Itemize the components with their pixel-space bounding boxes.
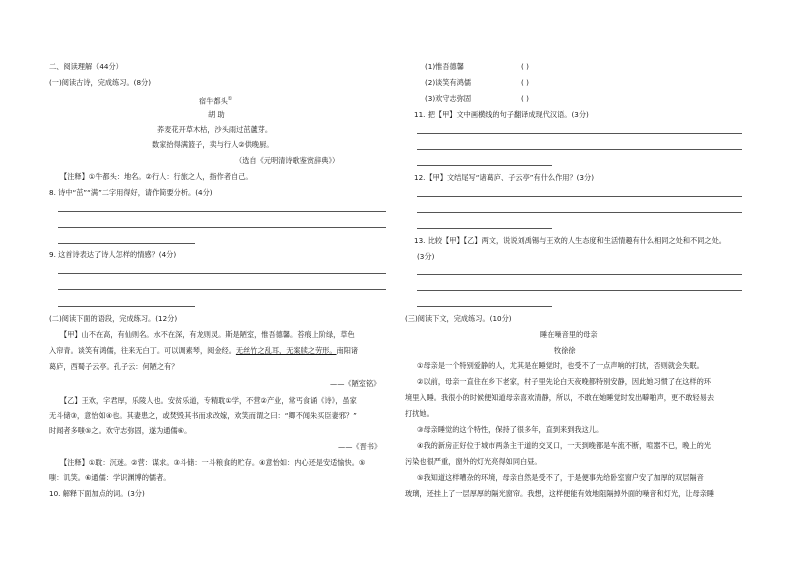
answer-line	[417, 149, 742, 150]
answer-line	[58, 306, 195, 307]
paragraph-2-line-2: 境里入睡。我很小的时候便知道母亲喜欢清静，所以，不敢在她睡觉时发出噼啪声，更不敢轻易去	[405, 393, 715, 402]
answer-line	[58, 211, 386, 212]
answer-line	[417, 290, 742, 291]
jia-line-1: 【甲】山不在高，有仙则名。水不在深，有龙则灵。斯是陋室，惟吾德馨。苔痕上阶绿，草色	[60, 330, 355, 339]
paragraph-5-line-1: ⑤我知道这样嘈杂的环境，母亲自然是受不了，于是便事先给卧室窗户安了加厚的双层隔音	[417, 473, 704, 482]
answer-line	[58, 273, 386, 274]
article-author: 牧徐徐	[554, 346, 576, 355]
question-13-line-1: 13. 比较【甲】【乙】两文，说说刘禹锡与王欢的人生态度和生活情趣有什么相同之处和不同之处。	[414, 236, 726, 245]
part1-title: (一)阅读古诗，完成练习。(8分)	[49, 78, 152, 87]
answer-line	[58, 243, 195, 244]
jia-line-3: 葛庐，西蜀子云亭。孔子云：何陋之有？	[49, 362, 179, 371]
yi-line-3: 时闻者多嗤⑤之。欢守志弥固，遂为通儒⑥。	[49, 426, 192, 435]
answer-line	[417, 133, 742, 134]
paragraph-2-line-1: ②以前，母亲一直住在乡下老家，村子里先论白天夜晚都特别安静，因此她习惯了在这样的环	[417, 377, 711, 386]
jia-line-2: 入帘青。谈笑有鸿儒，往来无白丁。可以调素琴，阅金经。无丝竹之乱耳，无案牍之劳形。南阳诸	[49, 346, 359, 355]
section-heading: 二、阅读理解（44分）	[49, 62, 123, 71]
yi-note-2: 嗤：讥笑。⑥通儒：学识渊博的儒者。	[49, 473, 171, 482]
answer-line	[58, 227, 386, 228]
yi-line-2: 无斗储③，意怡如④也。其妻患之，或焚毁其书而求改嫁，欢笑而谓之曰：“卿不闻朱买臣妻邪？”	[49, 411, 357, 420]
poem-line-2: 数家抬得满篮子，卖与行人②供晚厨。	[152, 140, 274, 149]
yi-line-1: 【乙】王欢，字君厚，乐陵人也。安贫乐道，专精耽①学，不营②产业，常丐食诵《诗》，虽家	[60, 396, 357, 405]
jia-source: ——《陋室铭》	[330, 379, 381, 388]
answer-line	[417, 274, 742, 275]
answer-line	[417, 212, 742, 213]
paragraph-1: ①母亲是一个特别爱静的人，尤其是在睡觉时，也受不了一点声响的打扰，否则就会失眠。	[417, 361, 704, 370]
poem-note: 【注释】①牛都头：地名。②行人：行旅之人，指作者自己。	[60, 172, 253, 181]
question-11: 11. 把【甲】文中画横线的句子翻译成现代汉语。(3分)	[414, 110, 589, 119]
question-10: 10. 解释下面加点的词。(3分)	[49, 489, 145, 498]
poem-title: 宿牛都头①	[199, 96, 233, 106]
paragraph-5-line-2: 玻璃，还挂上了一层厚厚的隔光窗帘。我想，这样便能有效地阻隔掉外面的噪音和灯光，让母亲睡	[405, 489, 715, 498]
question-13-line-2: (3分)	[417, 252, 435, 261]
yi-source: ——《晋书》	[338, 442, 382, 451]
q10-item-2: (2)谈笑有鸿儒 ( )	[425, 78, 529, 87]
answer-line	[417, 228, 552, 229]
answer-line	[417, 306, 552, 307]
paragraph-3: ③母亲睡觉的这个特性，保持了很多年，直到来到我这儿。	[417, 425, 604, 434]
jia-underlined-sentence: 无丝竹之乱耳，无案牍之劳形。	[235, 346, 337, 355]
poem-author: 胡 助	[208, 110, 225, 119]
answer-line	[417, 196, 742, 197]
q10-item-3: (3)欢守志弥固 ( )	[425, 94, 529, 103]
q10-item-1: (1)惟吾德馨 ( )	[425, 62, 529, 71]
paragraph-4-line-1: ④我的新房正好位于城市两条主干道的交叉口，一天到晚都是车流不断，喧嚣不已，晚上的光	[417, 441, 711, 450]
part2-title: (二)阅读下面的语段，完成练习。(12分)	[49, 314, 178, 323]
question-9: 9. 这首诗表达了诗人怎样的情感？(4分)	[49, 250, 177, 259]
poem-source: （选自《元明清诗歌鉴赏辞典》）	[235, 156, 340, 165]
question-8: 8. 诗中“茁”“满”二字用得好，请作简要分析。(4分)	[49, 188, 213, 197]
part3-title: (三)阅读下文，完成练习。(10分)	[405, 314, 512, 323]
answer-line	[58, 289, 386, 290]
article-title: 睡在噪音里的母亲	[540, 330, 598, 339]
answer-line	[417, 165, 552, 166]
paragraph-4-line-2: 污染也很严重，窗外的灯光亮得如同白昼。	[405, 457, 542, 466]
poem-line-1: 荞麦花开草木枯，沙头雨过茁蘆芽。	[157, 125, 273, 134]
paragraph-2-line-3: 打扰她。	[405, 409, 434, 418]
yi-note-1: 【注释】①耽：沉迷。②营：谋求。③斗储：一斗粮食的贮存。④意怡如：内心还是安适愉快。⑤	[60, 458, 366, 467]
question-12: 12.【甲】文结尾写“诸葛庐、子云亭”有什么作用？(3分)	[414, 173, 594, 182]
